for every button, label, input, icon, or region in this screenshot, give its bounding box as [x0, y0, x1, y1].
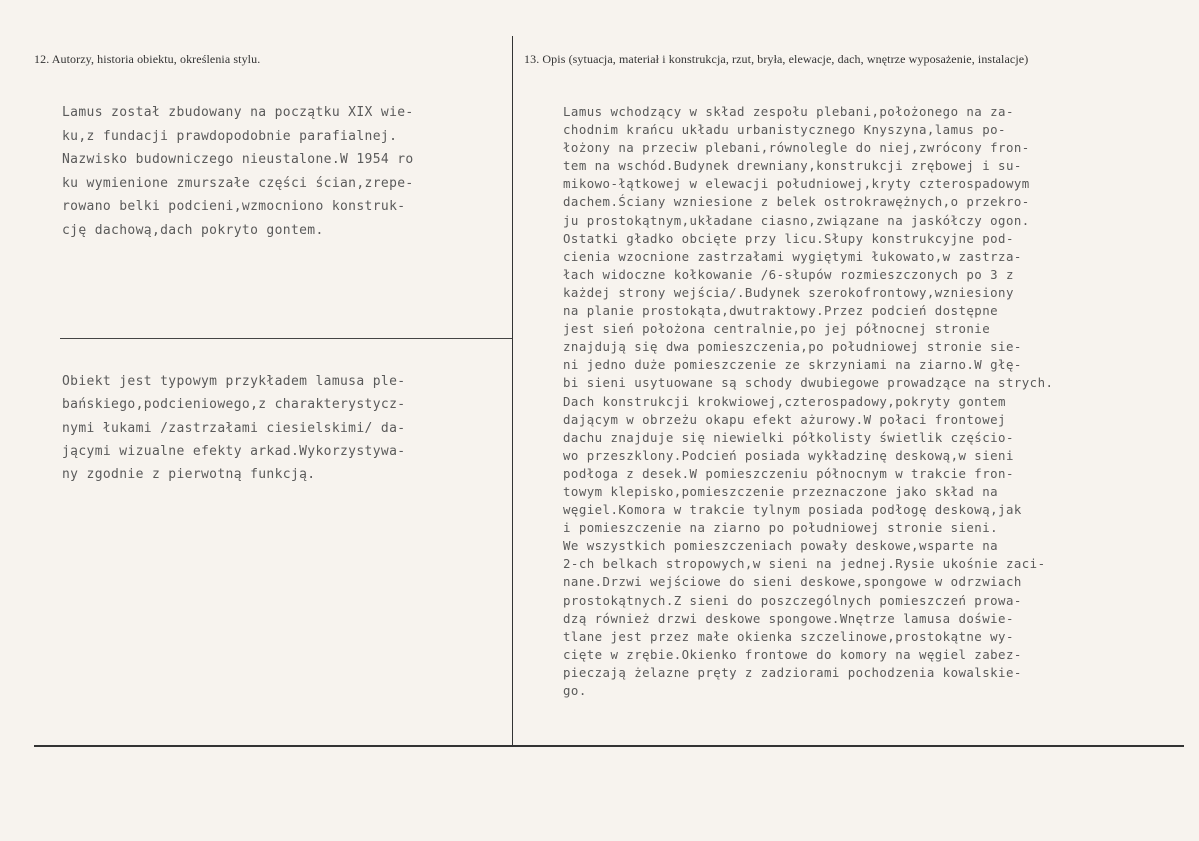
text-line: podłoga z desek.W pomieszczeniu północnym w trakcie fron- — [563, 465, 1014, 481]
bottom-rule — [34, 745, 1184, 747]
text-line: dającym w obrzeżu okapu efekt ażurowy.W połaci frontowej — [563, 411, 1006, 427]
text-line: na planie prostokąta,dwutraktowy.Przez podcień dostępne — [563, 303, 999, 319]
text-line: ju prostokątnym,układane ciasno,związane na jaskółczy ogon. — [563, 212, 1030, 228]
section-12-header: 12. Autorzy, historia obiektu, określenia stylu. — [34, 52, 261, 66]
text-line: ni jedno duże pomieszczenie ze skrzyniami na ziarno.W głę- — [563, 357, 1022, 373]
text-line: dachem.Ściany wzniesione z belek ostrokrawężnych,o przekro- — [563, 194, 1030, 210]
text-line: Ostatki gładko obcięte przy licu.Słupy konstrukcyjne pod- — [563, 230, 1014, 246]
text-line: 2-ch belkach stropowych,w sieni na jednej.Rysie ukośnie zaci- — [563, 556, 1046, 572]
text-line: mikowo-łątkowej w elewacji południowej,kryty czterospadowym — [563, 176, 1030, 192]
text-line: bańskiego,podcieniowego,z charakterystycz- — [62, 397, 406, 413]
text-line: znajdują się dwa pomieszczenia,po południowej stronie sie- — [563, 339, 1022, 355]
text-line: Lamus wchodzący w skład zespołu plebani,położonego na za- — [563, 104, 1014, 119]
text-line: cięte w zrębie.Okienko frontowe do komory na węgiel zabez- — [563, 646, 1022, 662]
text-line: ku wymienione zmurszałe części ścian,zrepe- — [62, 175, 414, 191]
text-line: ny zgodnie z pierwotną funkcją. — [62, 467, 316, 483]
text-line: tem na wschód.Budynek drewniany,konstrukcji zrębowej i su- — [563, 158, 1022, 174]
text-line: tlane jest przez małe okienka szczelinowe,prostokątne wy- — [563, 628, 1014, 644]
text-line: towym klepisko,pomieszczenie przeznaczone jako skład na — [563, 483, 999, 499]
text-line: go. — [563, 683, 587, 698]
column-divider — [512, 36, 513, 746]
text-line: We wszystkich pomieszczeniach powały deskowe,wsparte na — [563, 538, 999, 554]
text-line: wo przeszklony.Podcień posiada wykładzinę deskową,w sieni — [563, 447, 1014, 463]
text-line: i pomieszczenie na ziarno po południowej stronie sieni. — [563, 520, 999, 536]
text-line: łożony na przeciw plebani,równolegle do niej,zwrócony fron- — [563, 140, 1030, 156]
text-line: węgiel.Komora w trakcie tylnym posiada podłogę deskową,jak — [563, 502, 1022, 518]
text-line: dzą również drzwi deskowe spongowe.Wnętrze lamusa doświe- — [563, 610, 1014, 626]
history-text — [62, 101, 414, 243]
text-line: rowano belki podcieni,wzmocniono konstruk- — [62, 199, 406, 215]
text-line: cję dachową,dach pokryto gontem. — [62, 222, 324, 238]
text-line: pieczają żelazne pręty z zadziorami pochodzenia kowalskie- — [563, 664, 1022, 680]
section-13-header: 13. Opis (sytuacja, materiał i konstrukcja, rzut, bryła, elewacje, dach, wnętrze wyposażenie, instalacje) — [524, 52, 1029, 66]
text-line: cienia wzocnione zastrzałami wygiętymi łukowato,w zastrza- — [563, 248, 1022, 264]
text-line: łach widoczne kołkowanie /6-słupów rozmieszczonych po 3 z — [563, 266, 1014, 282]
text-line: ku,z fundacji prawdopodobnie parafialnej. — [62, 128, 398, 144]
text-line: Lamus został zbudowany na początku XIX wie- — [62, 105, 414, 120]
text-line: chodnim krańcu układu urbanistycznego Knyszyna,lamus po- — [563, 122, 1006, 138]
text-line: prostokątnych.Z sieni do poszczególnych pomieszczeń prowa- — [563, 592, 1022, 608]
text-line: nane.Drzwi wejściowe do sieni deskowe,spongowe w odrzwiach — [563, 574, 1022, 590]
description-text — [563, 103, 1053, 700]
text-line: jącymi wizualne efekty arkad.Wykorzystywa- — [62, 443, 406, 459]
style-text — [62, 370, 405, 486]
text-line: Nazwisko budowniczego nieustalone.W 1954 ro — [62, 152, 414, 168]
text-line: dachu znajduje się niewielki półkolisty świetlik częścio- — [563, 429, 1014, 445]
text-line: nymi łukami /zastrzałami ciesielskimi/ da- — [62, 420, 406, 436]
section-12-divider — [60, 338, 512, 339]
text-line: każdej strony wejścia/.Budynek szerokofrontowy,wzniesiony — [563, 284, 1014, 300]
text-line: jest sień położona centralnie,po jej północnej stronie — [563, 321, 991, 337]
text-line: bi sieni usytuowane są schody dwubiegowe prowadzące na strych. — [563, 375, 1054, 391]
text-line: Dach konstrukcji krokwiowej,czterospadowy,pokryty gontem — [563, 393, 1006, 409]
text-line: Obiekt jest typowym przykładem lamusa ple- — [62, 374, 406, 389]
